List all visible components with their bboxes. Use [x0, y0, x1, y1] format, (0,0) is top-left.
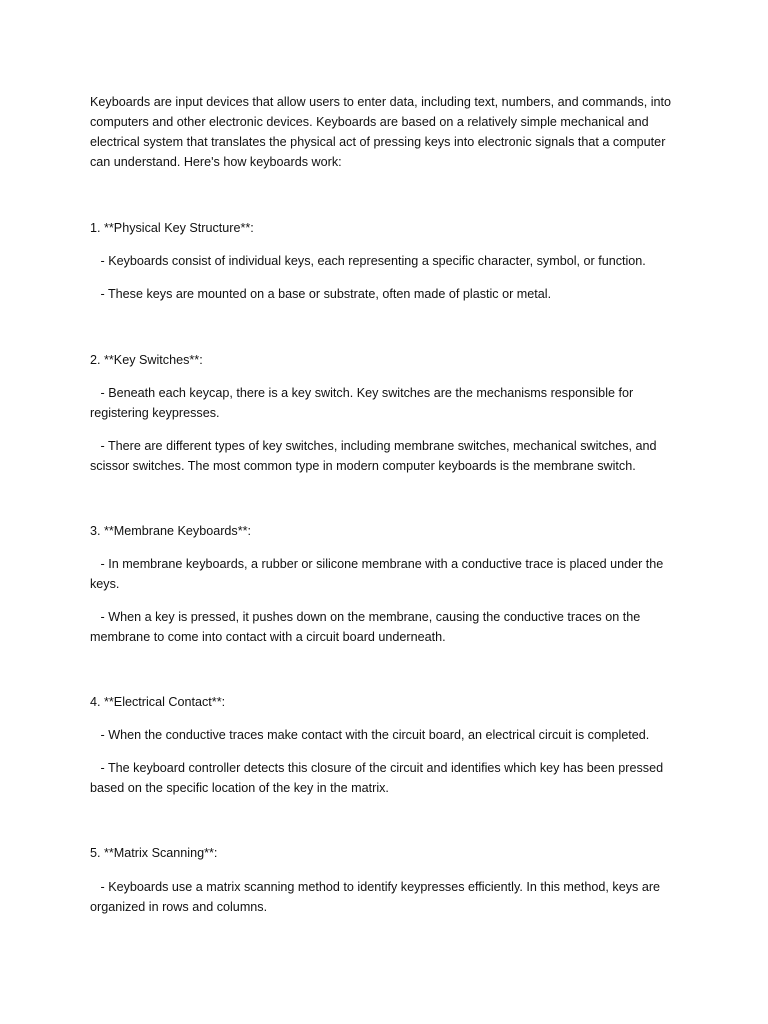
section-1-bullet-2: - These keys are mounted on a base or substrate, often made of plastic or metal. — [90, 287, 552, 301]
section-4-bullet-1: - When the conductive traces make contact with the circuit board, an electrical circuit is completed. — [90, 728, 650, 742]
section-1-bullet-1: - Keyboards consist of individual keys, each representing a specific character, symbol, or function. — [90, 254, 646, 268]
section-2-bullet-2: - There are different types of key switches, including membrane switches, mechanical switches, and scissor switches. The most common type in modern computer keyboards is the membrane switch. — [90, 439, 661, 473]
section-3-bullet-1: - In membrane keyboards, a rubber or silicone membrane with a conductive trace is placed under the keys. — [90, 557, 667, 591]
intro-paragraph: Keyboards are input devices that allow users to enter data, including text, numbers, and commands, into computers and other electronic devices. Keyboards are based on a relatively simple mechanical and electrical system that translates the physical act of pressing keys into electronic signals that a computer can understand. Here's how keyboards work: — [90, 95, 675, 169]
section-4-bullet-2: - The keyboard controller detects this closure of the circuit and identifies which key has been pressed based on the specific location of the key in the matrix. — [90, 761, 667, 795]
section-5-heading: 5. **Matrix Scanning**: — [90, 846, 218, 860]
section-2-heading: 2. **Key Switches**: — [90, 353, 203, 367]
section-3-bullet-2: - When a key is pressed, it pushes down on the membrane, causing the conductive traces on the membrane to come into contact with a circuit board underneath. — [90, 610, 644, 644]
section-4-heading: 4. **Electrical Contact**: — [90, 695, 226, 709]
section-2-bullet-1: - Beneath each keycap, there is a key switch. Key switches are the mechanisms responsible for registering keypresses. — [90, 386, 637, 420]
section-5-bullet-1: - Keyboards use a matrix scanning method to identify keypresses efficiently. In this method, keys are organized in rows and columns. — [90, 880, 664, 914]
section-1-heading: 1. **Physical Key Structure**: — [90, 221, 254, 235]
section-3-heading: 3. **Membrane Keyboards**: — [90, 524, 252, 538]
